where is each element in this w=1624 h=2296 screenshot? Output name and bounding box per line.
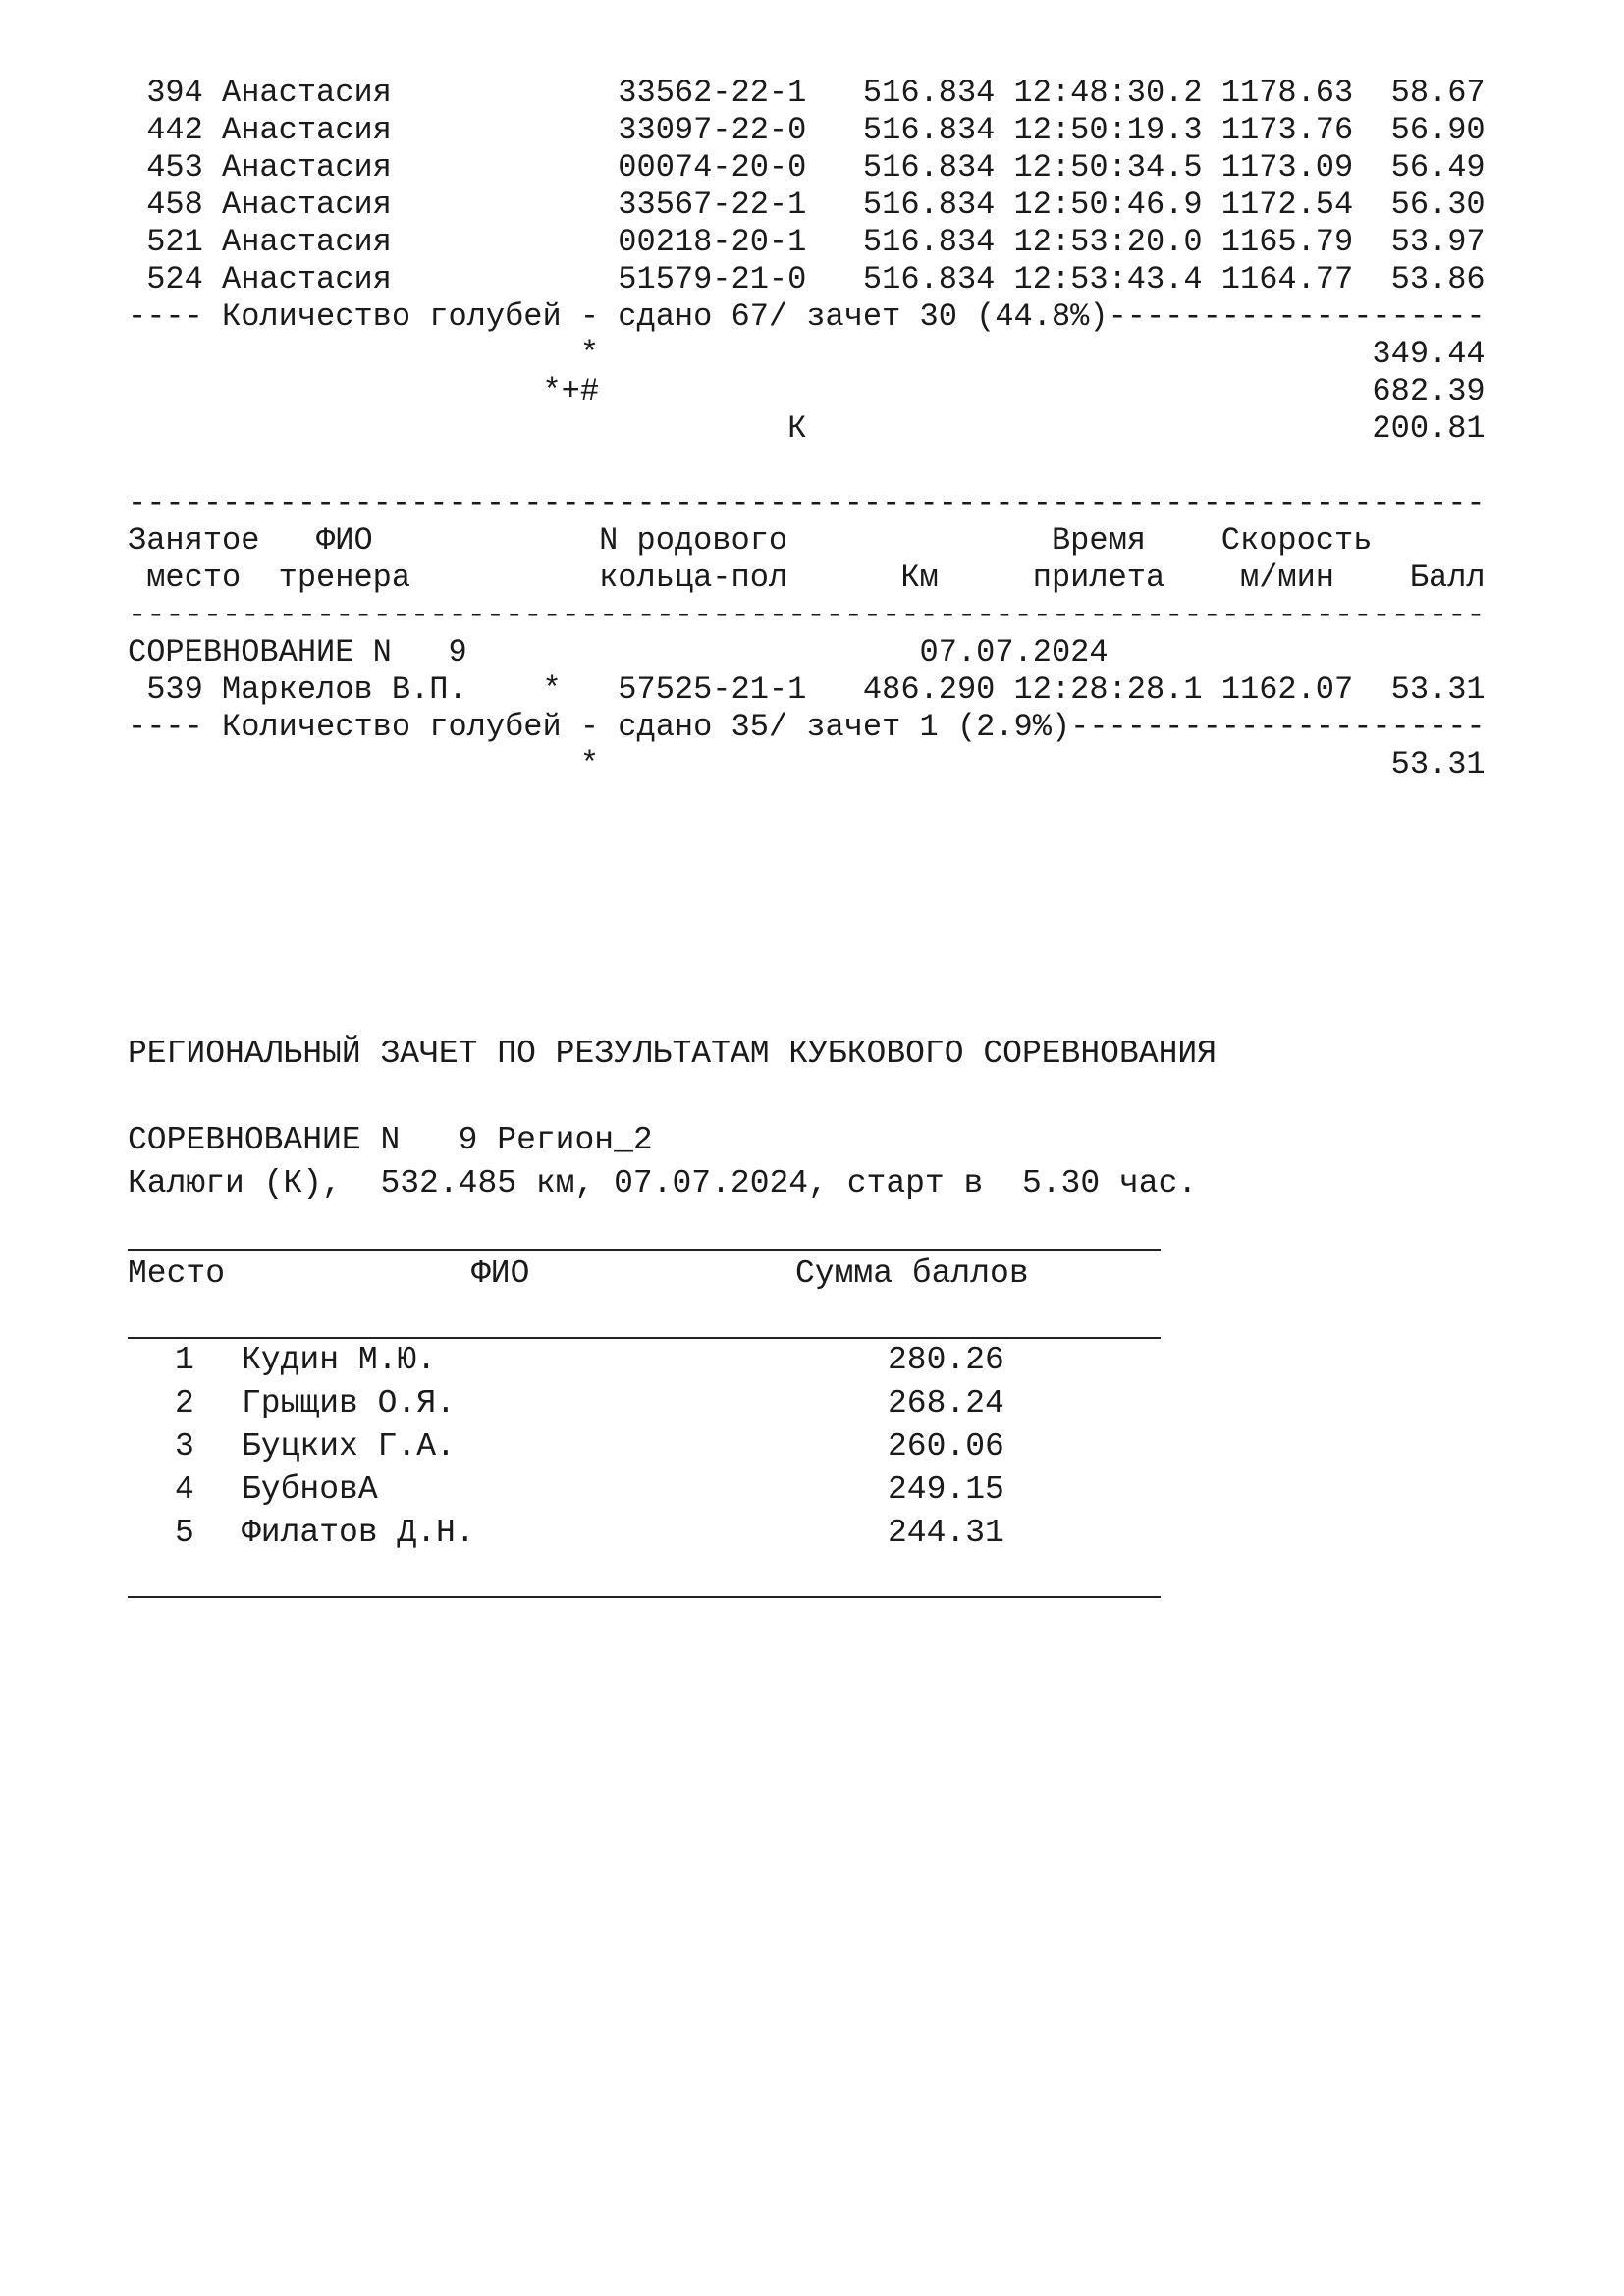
results-listing (128, 75, 1486, 783)
row-name: Кудин М.Ю. (242, 1342, 437, 1378)
results-line: Занятое ФИО N родового Время Скорость (128, 522, 1373, 559)
results-line: * 349.44 (128, 336, 1486, 372)
table-row (128, 1382, 1161, 1425)
results-line: ---- Количество голубей - сдано 67/ зачет 30 (44.8%)-------------------- (128, 298, 1486, 335)
row-score: 260.06 (888, 1428, 1004, 1465)
results-line: ------------------------------------------------------------------------ (128, 485, 1486, 521)
table-row (128, 1468, 1161, 1512)
row-place: 3 (175, 1428, 194, 1465)
row-name: Филатов Д.Н. (242, 1515, 475, 1551)
row-place: 5 (175, 1515, 194, 1551)
table-row (128, 1425, 1161, 1468)
table-bottom-rule (128, 1596, 1161, 1598)
results-line: 524 Анастасия 51579-21-0 516.834 12:53:43.4 1164.77 53.86 (128, 261, 1486, 297)
row-name: Буцких Г.А. (242, 1428, 456, 1465)
results-line: К 200.81 (128, 410, 1486, 447)
results-line (128, 448, 1486, 485)
row-score: 280.26 (888, 1342, 1004, 1378)
regional-details: Калюги (К), 532.485 км, 07.07.2024, старт в 5.30 час. (128, 1165, 1198, 1201)
regional-title: РЕГИОНАЛЬНЫЙ ЗАЧЕТ ПО РЕЗУЛЬТАТАМ КУБКОВОГО СОРЕВНОВАНИЯ (128, 1036, 1217, 1072)
row-place: 4 (175, 1471, 194, 1508)
regional-table-header (128, 1253, 1161, 1296)
results-line: 453 Анастасия 00074-20-0 516.834 12:50:34.5 1173.09 56.49 (128, 149, 1486, 186)
results-line: СОРЕВНОВАНИЕ N 9 07.07.2024 (128, 634, 1109, 670)
regional-table-body (128, 1339, 1161, 1555)
table-top-rule (128, 1249, 1161, 1251)
regional-competition: СОРЕВНОВАНИЕ N 9 Регион_2 (128, 1122, 653, 1158)
table-row (128, 1512, 1161, 1555)
results-line: * 53.31 (128, 746, 1486, 782)
table-row (128, 1339, 1161, 1382)
header-score: Сумма баллов (795, 1255, 1029, 1292)
results-line: ------------------------------------------------------------------------ (128, 597, 1486, 633)
row-name: БубновА (242, 1471, 378, 1508)
results-line: место тренера кольца-пол Км прилета м/мин Балл (128, 560, 1486, 596)
header-name: ФИО (471, 1255, 530, 1292)
header-place: Место (128, 1255, 226, 1292)
row-score: 249.15 (888, 1471, 1004, 1508)
results-line: *+# 682.39 (128, 373, 1486, 409)
results-line: 458 Анастасия 33567-22-1 516.834 12:50:46.9 1172.54 56.30 (128, 187, 1486, 223)
results-line: ---- Количество голубей - сдано 35/ зачет 1 (2.9%)---------------------- (128, 709, 1486, 745)
row-name: Грыщив О.Я. (242, 1385, 456, 1421)
results-line: 394 Анастасия 33562-22-1 516.834 12:48:30.2 1178.63 58.67 (128, 75, 1486, 111)
row-place: 1 (175, 1342, 194, 1378)
row-score: 268.24 (888, 1385, 1004, 1421)
row-score: 244.31 (888, 1515, 1004, 1551)
results-line: 521 Анастасия 00218-20-1 516.834 12:53:20.0 1165.79 53.97 (128, 224, 1486, 260)
results-line: 442 Анастасия 33097-22-0 516.834 12:50:19.3 1173.76 56.90 (128, 112, 1486, 148)
results-line: 539 Маркелов В.П. * 57525-21-1 486.290 12:28:28.1 1162.07 53.31 (128, 671, 1486, 708)
row-place: 2 (175, 1385, 194, 1421)
